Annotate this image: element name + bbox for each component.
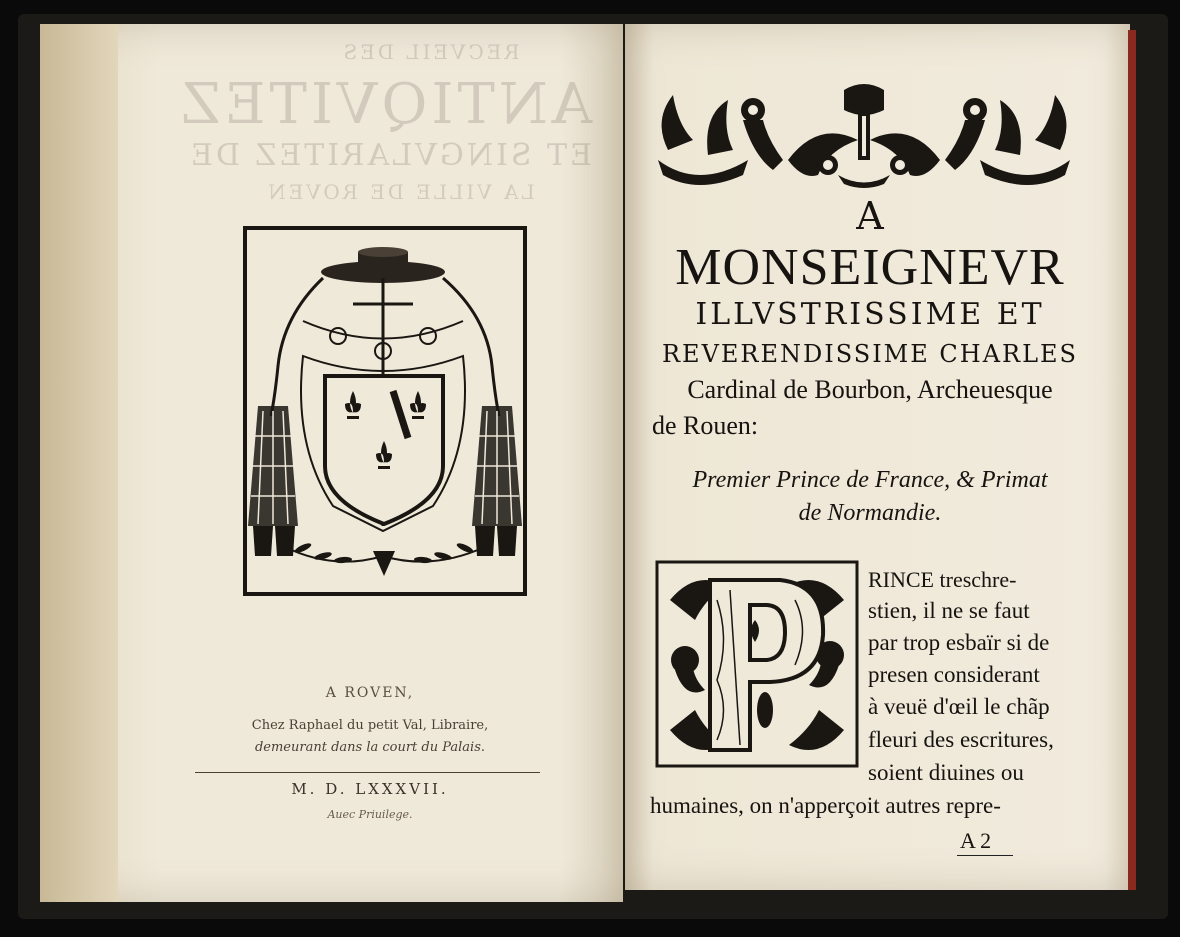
cardinal-coat-of-arms-woodcut [243,226,527,596]
body-line-1: RINCE treschre- [868,567,1017,592]
imprint-year: M. D. LXXXVII. [291,780,449,798]
ornamental-headpiece-woodcut [648,80,1080,192]
left-page-gutter-strip [40,24,118,902]
ghost-text-line-4: LA VILLE DE ROVEN [265,180,535,204]
imprint-rule [195,772,540,773]
dedication-a: A [856,194,884,238]
body-line-7: soient diuines ou [868,760,1024,785]
signature-underline [957,855,1013,856]
body-line-3: par trop esbaïr si de [868,630,1050,655]
imprint-place: A ROVEN, [325,685,415,701]
body-line-6: fleuri des escritures, [868,727,1054,752]
body-line-4: presen considerant [868,662,1040,687]
subtitle-normandie: de Normandie. [798,500,942,526]
subtitle-premier-prince: Premier Prince de France, & Primat [692,467,1048,493]
body-line-5: à veuë d'œil le chãp [868,694,1050,719]
red-page-edge [1128,30,1136,890]
ghost-text-line-3: ET SINGVLARITEZ DE [188,138,592,173]
body-line-2: stien, il ne se faut [868,598,1030,623]
title-reverendissime: REVERENDISSIME CHARLES [661,340,1078,368]
decorated-initial-p-woodcut [655,560,859,768]
imprint-printer: Chez Raphael du petit Val, Libraire, [251,718,489,733]
imprint-privilege: Auec Priuilege. [327,808,413,821]
signature-mark: A 2 [960,828,992,853]
ghost-text-line-2: ANTIQVITEZ [177,72,593,137]
body-last-line: humaines, on n'apperçoit autres repre- [650,793,1001,818]
imprint-address: demeurant dans la court du Palais. [254,740,486,755]
ghost-text-line-1: RECVEIL DES [340,40,520,64]
title-illustrissime: ILLVSTRISSIME ET [695,297,1045,332]
title-cardinal: Cardinal de Bourbon, Archeuesque [687,375,1053,404]
title-rouen: de Rouen: [652,411,759,440]
title-monseigneur: MONSEIGNEVR [675,239,1065,296]
